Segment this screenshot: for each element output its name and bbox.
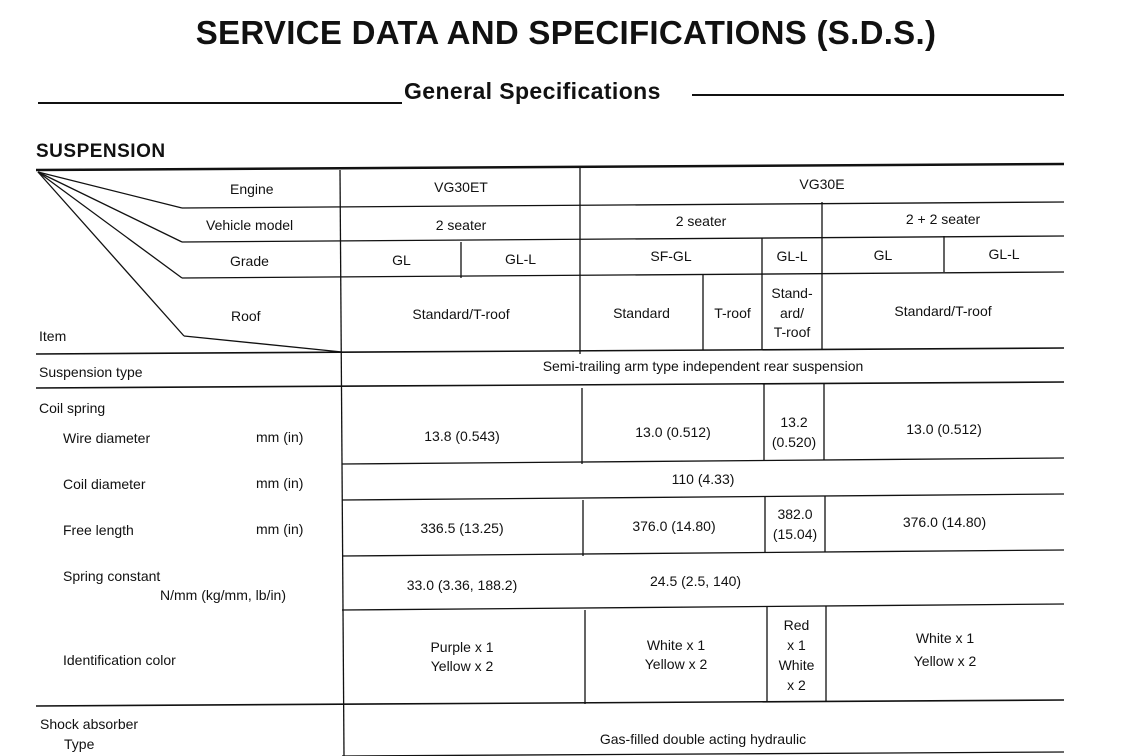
engine-vg30et: VG30ET	[434, 179, 488, 195]
id-color-vg30et-line2: Yellow x 2	[430, 658, 494, 674]
id-color-2-seater-line1: White x 1	[646, 637, 706, 653]
spring-constant-vg30e: 24.5 (2.5, 140)	[650, 573, 742, 589]
roof-stand-line: Stand-	[771, 285, 813, 301]
wire-diameter-2-seater: 13.0 (0.512)	[635, 424, 711, 440]
wire-diameter-label: Wire diameter	[63, 430, 151, 446]
model-2-seater-vg30e: 2 seater	[675, 213, 727, 229]
free-length-2-seater: 376.0 (14.80)	[632, 518, 716, 534]
model-2-seater-vg30et: 2 seater	[435, 217, 487, 233]
identification-color-label: Identification color	[63, 652, 176, 668]
id-color-gll-line2: x 1	[787, 637, 806, 653]
coil-diameter-unit: mm (in)	[256, 475, 304, 491]
id-color-gll-line3: White	[778, 657, 815, 673]
model-2-plus-2-seater: 2 + 2 seater	[905, 211, 981, 227]
free-length-gll-inch: (15.04)	[772, 526, 818, 542]
engine-label: Engine	[230, 181, 274, 197]
section-heading: SUSPENSION	[36, 141, 166, 162]
roof-label: Roof	[231, 308, 261, 324]
free-length-vg30et: 336.5 (13.25)	[420, 520, 504, 536]
wire-diameter-gll-value: 13.2	[780, 414, 808, 430]
suspension-type-label: Suspension type	[39, 364, 143, 380]
spring-constant-label: Spring constant	[63, 568, 161, 584]
spring-constant-unit: N/mm (kg/mm, lb/in)	[160, 587, 286, 603]
roof-standard: Standard	[613, 305, 670, 321]
coil-diameter-label: Coil diameter	[63, 476, 146, 492]
coil-spring-label: Coil spring	[39, 400, 106, 416]
free-length-label: Free length	[63, 522, 134, 538]
suspension-type-value: Semi-trailing arm type independent rear suspension	[542, 358, 864, 374]
roof-ard-line: ard/	[779, 305, 805, 321]
grade-gl-2-plus-2: GL	[873, 247, 893, 263]
id-color-2-plus-2-line1: White x 1	[915, 630, 975, 646]
wire-diameter-vg30et: 13.8 (0.543)	[424, 428, 500, 444]
id-color-2-plus-2-line2: Yellow x 2	[913, 653, 977, 669]
free-length-unit: mm (in)	[256, 521, 304, 537]
id-color-vg30et-line1: Purple x 1	[430, 639, 494, 655]
free-length-gll-value: 382.0	[777, 506, 813, 522]
shock-absorber-label: Shock absorber	[40, 716, 139, 732]
shock-type-label: Type	[64, 736, 95, 752]
grade-gll-vg30et: GL-L	[504, 251, 537, 267]
page-title: SERVICE DATA AND SPECIFICATIONS (S.D.S.)	[195, 14, 937, 51]
id-color-gll-line1: Red	[783, 617, 810, 633]
engine-vg30e: VG30E	[799, 176, 845, 192]
coil-diameter-value: 110 (4.33)	[671, 471, 735, 487]
item-label: Item	[39, 328, 67, 344]
roof-troof-line: T-roof	[773, 324, 811, 340]
roof-standard-troof-vg30et: Standard/T-roof	[412, 306, 510, 322]
wire-diameter-unit: mm (in)	[256, 429, 304, 445]
id-color-2-seater-line2: Yellow x 2	[644, 656, 708, 672]
grade-gll-2-plus-2: GL-L	[988, 246, 1020, 262]
wire-diameter-gll-inch: (0.520)	[771, 434, 817, 450]
grade-sfgl: SF-GL	[650, 248, 692, 264]
shock-type-value: Gas-filled double acting hydraulic	[599, 731, 807, 747]
spring-constant-vg30et: 33.0 (3.36, 188.2)	[406, 577, 518, 593]
grade-gl-vg30et: GL	[392, 252, 411, 268]
grade-label: Grade	[230, 253, 269, 269]
roof-standard-troof-2-plus-2: Standard/T-roof	[894, 303, 992, 319]
wire-diameter-2-plus-2: 13.0 (0.512)	[906, 421, 982, 437]
id-color-gll-line4: x 2	[787, 677, 806, 693]
roof-troof: T-roof	[714, 305, 751, 321]
vehicle-model-label: Vehicle model	[206, 217, 294, 233]
free-length-2-plus-2: 376.0 (14.80)	[902, 514, 987, 530]
section-subtitle: General Specifications	[404, 78, 661, 104]
grade-gll-2-seater: GL-L	[776, 248, 808, 264]
